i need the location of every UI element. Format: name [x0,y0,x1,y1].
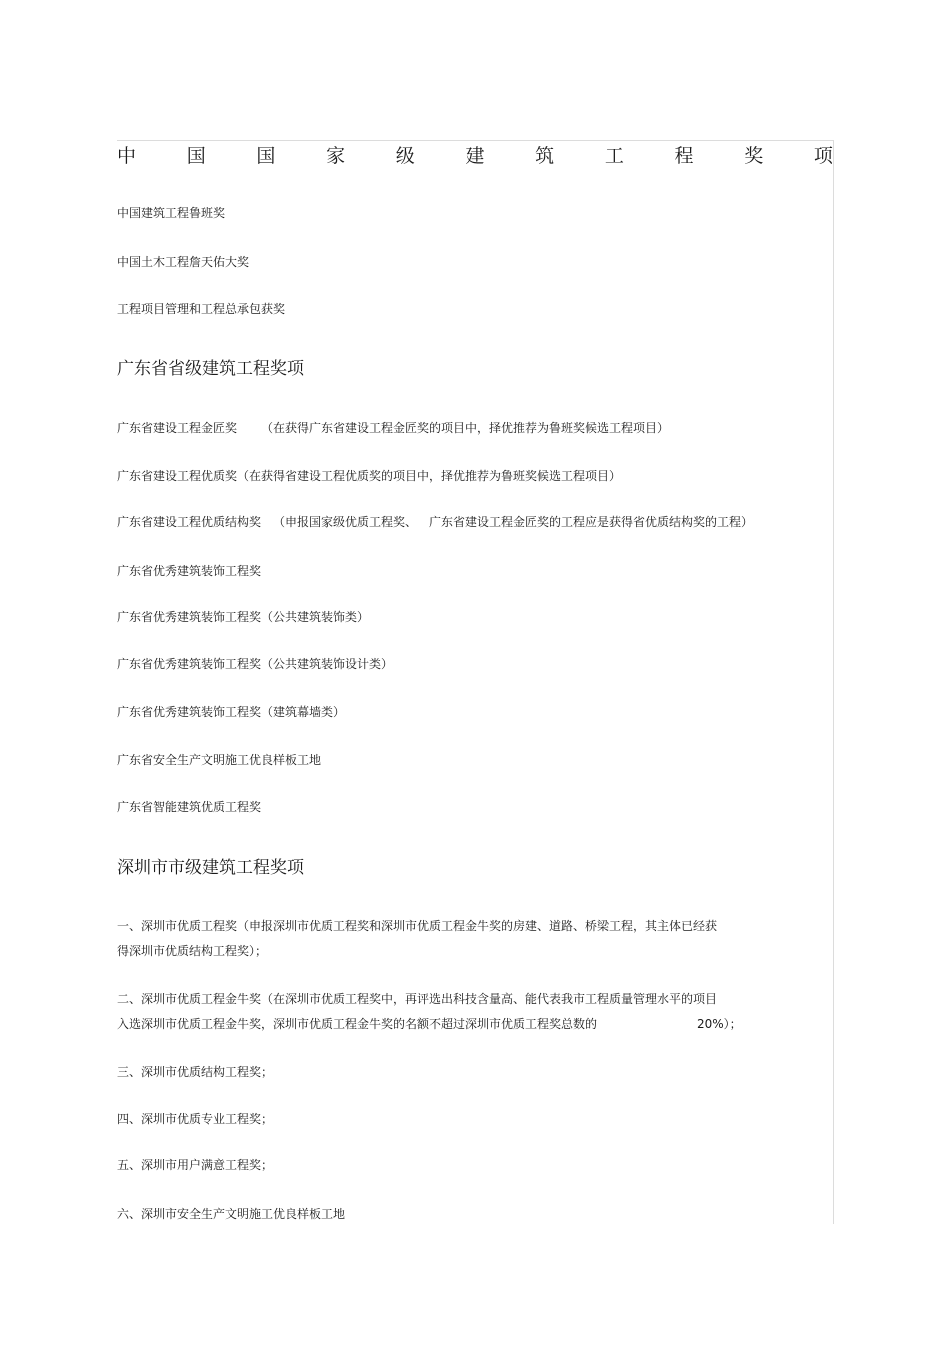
shenzhen-award-item-line [117,1016,817,1032]
award-name: 广东省建设工程金匠奖 [117,421,238,435]
national-award-item: 中国建筑工程鲁班奖 [117,206,226,220]
shenzhen-award-item-line: 一、深圳市优质工程奖（申报深圳市优质工程奖和深圳市优质工程金牛奖的房建、道路、桥梁工程，其主体已经获 [117,919,718,933]
guangdong-award-item [117,514,753,530]
shenzhen-award-item-line: 二、深圳市优质工程金牛奖（在深圳市优质工程奖中，再评选出科技含量高、能代表我市工程质量管理水平的项目 [117,992,718,1006]
guangdong-award-item: 广东省建设工程优质奖（在获得省建设工程优质奖的项目中，择优推荐为鲁班奖候选工程项目） [117,469,622,483]
guangdong-award-item: 广东省安全生产文明施工优良样板工地 [117,753,322,767]
heading-char: 家 [326,145,346,167]
award-text: 入选深圳市优质工程金牛奖，深圳市优质工程金牛奖的名额不超过深圳市优质工程奖总数的 [117,1017,598,1031]
national-award-item: 工程项目管理和工程总承包获奖 [117,302,286,316]
award-note: （在获得广东省建设工程金匠奖的项目中，择优推荐为鲁班奖候选工程项目） [261,421,670,435]
guangdong-award-item: 广东省优秀建筑装饰工程奖（建筑幕墙类） [117,705,346,719]
shenzhen-award-item: 五、深圳市用户满意工程奖； [117,1158,274,1172]
national-award-item: 中国土木工程詹天佑大奖 [117,255,250,269]
guangdong-award-item [117,420,669,436]
heading-char: 工 [604,145,624,167]
national-awards-heading [117,143,833,169]
heading-char: 项 [813,145,833,167]
guangdong-award-item: 广东省智能建筑优质工程奖 [117,800,262,814]
guangdong-award-item: 广东省优秀建筑装饰工程奖 [117,564,262,578]
heading-char: 程 [674,145,694,167]
shenzhen-award-item: 三、深圳市优质结构工程奖； [117,1065,274,1079]
heading-char: 国 [186,145,206,167]
shenzhen-award-item-line: 得深圳市优质结构工程奖）； [117,944,268,958]
heading-char: 筑 [535,145,555,167]
award-note: （申报国家级优质工程奖、 [273,515,418,529]
shenzhen-awards-heading: 深圳市市级建筑工程奖项 [117,858,304,878]
heading-char: 奖 [744,145,764,167]
guangdong-award-item: 广东省优秀建筑装饰工程奖（公共建筑装饰设计类） [117,657,394,671]
award-note: 广东省建设工程金匠奖的工程应是获得省优质结构奖的工程） [429,515,754,529]
heading-char: 中 [117,145,137,167]
shenzhen-award-item: 六、深圳市安全生产文明施工优良样板工地 [117,1207,346,1221]
award-name: 广东省建设工程优质结构奖 [117,515,262,529]
guangdong-award-item: 广东省优秀建筑装饰工程奖（公共建筑装饰类） [117,610,370,624]
page-frame-top-border [117,140,833,141]
heading-char: 国 [256,145,276,167]
award-percentage: 20%）； [697,1017,742,1031]
heading-char: 级 [395,145,415,167]
heading-char: 建 [465,145,485,167]
page-frame-right-border [833,140,834,1224]
shenzhen-award-item: 四、深圳市优质专业工程奖； [117,1112,274,1126]
guangdong-awards-heading: 广东省省级建筑工程奖项 [117,359,304,379]
